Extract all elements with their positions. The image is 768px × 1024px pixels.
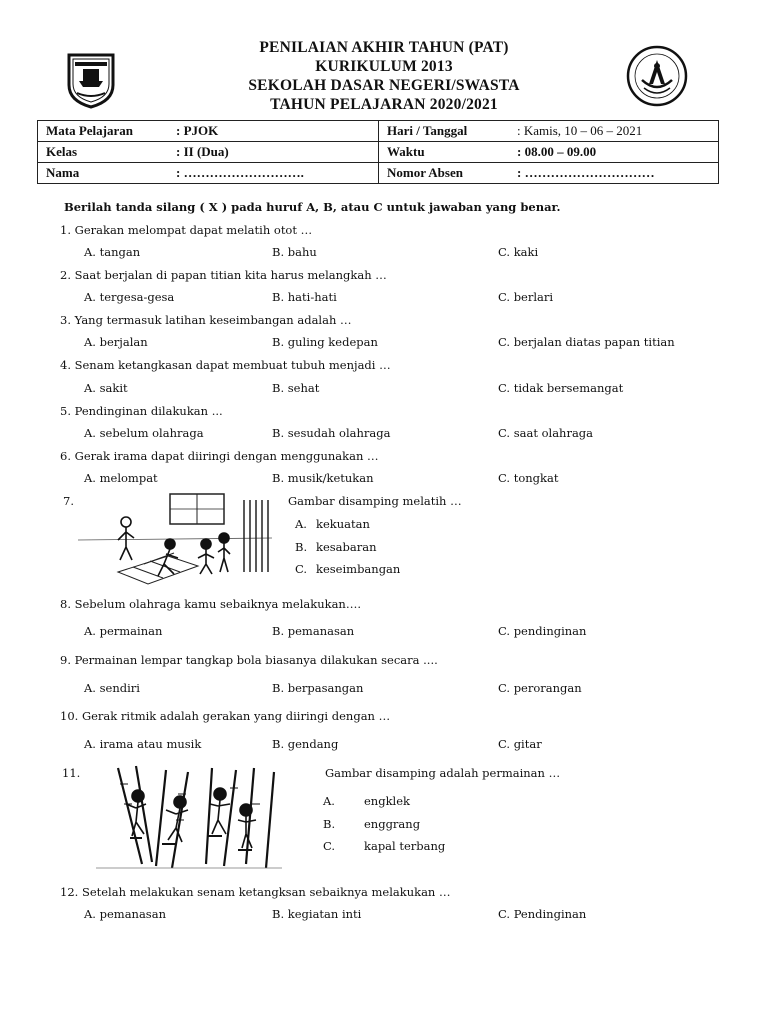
hopscotch-children-illustration (78, 492, 272, 588)
q2-option-a: A. tergesa-gesa (84, 290, 175, 304)
question-1: 1. Gerakan melompat dapat melatih otot … (60, 223, 313, 237)
q1-option-c: C. kaki (498, 245, 539, 259)
q3-option-b: B. guling kedepan (272, 335, 378, 349)
q6-option-a: A. melompat (84, 471, 158, 485)
header-school: SEKOLAH DASAR NEGERI/SWASTA (248, 77, 520, 94)
absen-label: Nomor Absen (387, 165, 463, 180)
question-9: 9. Permainan lempar tangkap bola biasanya dilakukan secara .... (60, 653, 438, 667)
header-year: TAHUN PELAJARAN 2020/2021 (270, 96, 498, 113)
q7-option-a: kekuatan (316, 517, 370, 531)
q8-option-c: C. pendinginan (498, 624, 587, 638)
subject-label: Mata Pelajaran (46, 123, 134, 138)
header-title: PENILAIAN AKHIR TAHUN (PAT) (259, 39, 509, 56)
question-8: 8. Sebelum olahraga kamu sebaiknya melakukan…. (60, 597, 361, 611)
question-7: Gambar disamping melatih … (288, 494, 462, 508)
q1-option-a: A. tangan (84, 245, 141, 259)
name-value: : ………………………. (176, 165, 304, 180)
q7-option-c: keseimbangan (316, 562, 401, 576)
q10-option-c: C. gitar (498, 737, 542, 751)
q10-option-a: A. irama atau musik (84, 737, 202, 751)
q4-option-b: B. sehat (272, 381, 320, 395)
q1-option-b: B. bahu (272, 245, 317, 259)
q11-option-a: engklek (364, 794, 410, 808)
q12-option-a: A. pemanasan (84, 907, 166, 921)
question-10: 10. Gerak ritmik adalah gerakan yang diiringi dengan … (60, 709, 391, 723)
class-label: Kelas (46, 144, 78, 159)
q6-option-b: B. musik/ketukan (272, 471, 374, 485)
name-label: Nama (46, 165, 80, 180)
q11-option-c: kapal terbang (364, 839, 446, 853)
absen-value: : ………………………… (517, 165, 655, 180)
q9-option-c: C. perorangan (498, 681, 582, 695)
q7-option-b-letter: B. (295, 540, 308, 554)
q9-option-b: B. berpasangan (272, 681, 364, 695)
question-7-number: 7. (63, 494, 74, 508)
regional-emblem-logo (63, 49, 119, 109)
q12-option-c: C. Pendinginan (498, 907, 587, 921)
question-5: 5. Pendinginan dilakukan ... (60, 404, 223, 418)
class-value: : II (Dua) (176, 144, 229, 159)
day-label: Hari / Tanggal (387, 123, 468, 138)
q3-option-c: C. berjalan diatas papan titian (498, 335, 675, 349)
q7-option-c-letter: C. (295, 562, 308, 576)
q6-option-c: C. tongkat (498, 471, 559, 485)
q4-option-c: C. tidak bersemangat (498, 381, 624, 395)
time-label: Waktu (387, 144, 425, 159)
question-11-number: 11. (62, 766, 81, 780)
question-12: 12. Setelah melakukan senam ketangksan sebaiknya melakukan … (60, 885, 451, 899)
tut-wuri-handayani-logo (622, 44, 692, 108)
q5-option-b: B. sesudah olahraga (272, 426, 391, 440)
day-value: : Kamis, 10 – 06 – 2021 (517, 123, 643, 138)
q10-option-b: B. gendang (272, 737, 339, 751)
q3-option-a: A. berjalan (84, 335, 148, 349)
question-11: Gambar disamping adalah permainan … (325, 766, 561, 780)
header-curriculum: KURIKULUM 2013 (315, 58, 453, 75)
q11-option-c-letter: C. (323, 839, 336, 853)
q7-option-b: kesabaran (316, 540, 377, 554)
q8-option-a: A. permainan (84, 624, 163, 638)
instruction: Berilah tanda silang ( X ) pada huruf A, B, atau C untuk jawaban yang benar. (64, 200, 561, 214)
question-3: 3. Yang termasuk latihan keseimbangan adalah … (60, 313, 352, 327)
question-4: 4. Senam ketangkasan dapat membuat tubuh menjadi … (60, 358, 391, 372)
q9-option-a: A. sendiri (84, 681, 140, 695)
subject-value: : PJOK (176, 123, 219, 138)
q7-option-a-letter: A. (295, 517, 307, 531)
q11-option-a-letter: A. (323, 794, 335, 808)
q4-option-a: A. sakit (84, 381, 128, 395)
q2-option-b: B. hati-hati (272, 290, 337, 304)
time-value: : 08.00 – 09.00 (517, 144, 597, 159)
q5-option-c: C. saat olahraga (498, 426, 594, 440)
q11-option-b-letter: B. (323, 817, 336, 831)
exam-info-table (37, 120, 719, 184)
q11-option-b: enggrang (364, 817, 421, 831)
q5-option-a: A. sebelum olahraga (84, 426, 204, 440)
q2-option-c: C. berlari (498, 290, 554, 304)
question-2: 2. Saat berjalan di papan titian kita harus melangkah … (60, 268, 387, 282)
q12-option-b: B. kegiatan inti (272, 907, 362, 921)
question-6: 6. Gerak irama dapat diiringi dengan menggunakan … (60, 449, 379, 463)
stilt-walking-children-illustration (96, 764, 282, 872)
q8-option-b: B. pemanasan (272, 624, 355, 638)
